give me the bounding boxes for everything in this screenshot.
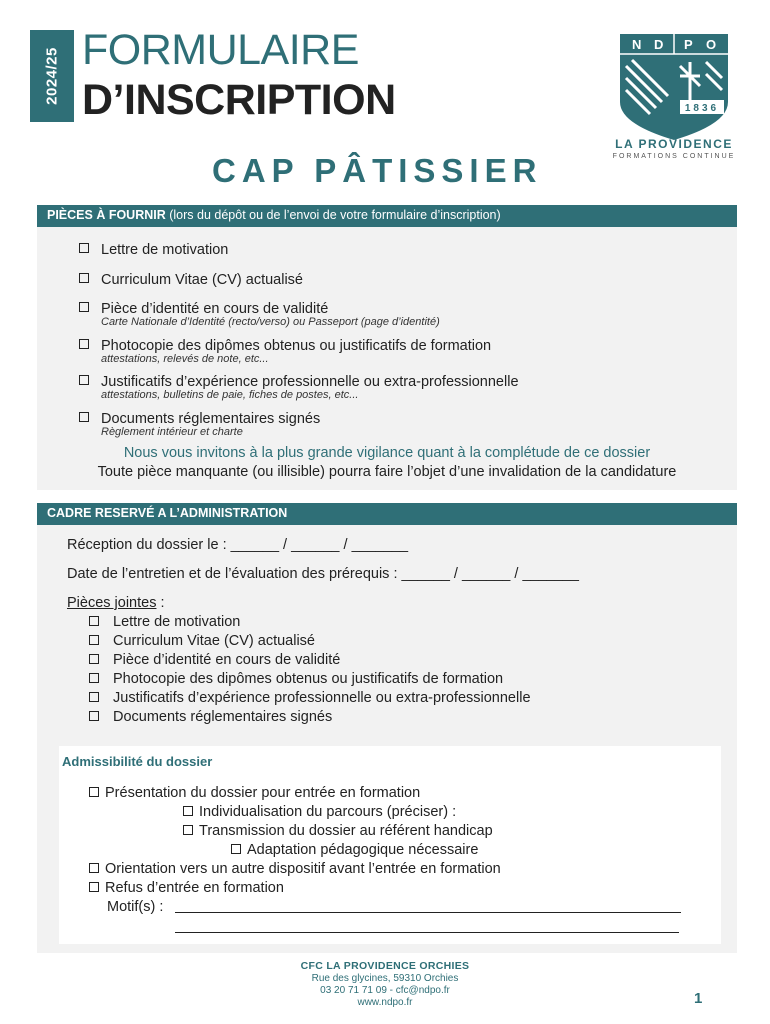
checkbox-icon[interactable] <box>79 273 89 283</box>
adaptation-option[interactable] <box>231 842 478 858</box>
admin-panel <box>37 503 737 953</box>
pieces-heading: PIÈCES À FOURNIR <box>47 208 166 222</box>
pieces-heading-bar <box>37 205 737 227</box>
year-label: 2024/25 <box>43 47 61 105</box>
checkbox-icon[interactable] <box>79 412 89 422</box>
piece-label: Justificatifs d’expérience professionnelle ou extra-professionnelle <box>101 374 519 390</box>
piece-item[interactable] <box>79 374 519 401</box>
piece-jointe-item[interactable] <box>89 690 531 706</box>
refus-label: Refus d’entrée en formation <box>105 880 284 896</box>
piece-item[interactable] <box>79 411 320 438</box>
presentation-label: Présentation du dossier pour entrée en formation <box>105 785 421 801</box>
course-title: CAP PÂTISSIER <box>212 152 543 189</box>
piece-note: attestations, relevés de note, etc... <box>101 353 269 365</box>
pieces-jointes-colon: : <box>156 595 165 611</box>
checkbox-icon[interactable] <box>183 825 193 835</box>
logo-letter-o: O <box>706 37 717 52</box>
piece-label: Curriculum Vitae (CV) actualisé <box>101 272 303 288</box>
piece-item[interactable] <box>79 272 303 288</box>
logo-letter-d: D <box>654 37 664 52</box>
pieces-jointes-title: Pièces jointes <box>67 595 157 611</box>
piece-jointe-label: Lettre de motivation <box>113 614 241 630</box>
checkbox-icon[interactable] <box>183 806 193 816</box>
checkbox-icon[interactable] <box>79 375 89 385</box>
logo-letter-n: N <box>632 37 642 52</box>
piece-item[interactable] <box>79 301 440 328</box>
logo-year: 1836 <box>684 103 720 114</box>
piece-jointe-item[interactable] <box>89 709 332 725</box>
piece-jointe-item[interactable] <box>89 633 315 649</box>
piece-jointe-item[interactable] <box>89 671 503 687</box>
piece-label: Photocopie des dipômes obtenus ou justificatifs de formation <box>101 338 492 354</box>
logo-letter-p: P <box>684 37 693 52</box>
admin-heading: CADRE RESERVÉ A L’ADMINISTRATION <box>47 506 288 520</box>
page-number: 1 <box>694 990 703 1007</box>
piece-label: Lettre de motivation <box>101 242 229 258</box>
checkbox-icon[interactable] <box>89 654 99 664</box>
piece-note: attestations, bulletins de paie, fiches de postes, etc... <box>101 389 359 401</box>
adaptation-label: Adaptation pédagogique nécessaire <box>247 842 479 858</box>
piece-jointe-item[interactable] <box>89 614 240 630</box>
piece-note: Carte Nationale d’Identité (recto/verso) ou Passeport (page d’identité) <box>101 316 440 328</box>
footer-name: CFC LA PROVIDENCE ORCHIES <box>300 960 470 972</box>
piece-item[interactable] <box>79 338 491 365</box>
title-line-1: FORMULAIRE <box>82 26 359 74</box>
checkbox-icon[interactable] <box>79 302 89 312</box>
checkbox-icon[interactable] <box>231 844 241 854</box>
admissibilite-title: Admissibilité du dossier <box>62 754 213 769</box>
checkbox-icon[interactable] <box>89 863 99 873</box>
piece-jointe-item[interactable] <box>89 652 340 668</box>
piece-jointe-label: Photocopie des dipômes obtenus ou justificatifs de formation <box>113 671 504 687</box>
footer-contact[interactable]: 03 20 71 71 09 - cfc@ndpo.fr <box>320 985 450 996</box>
year-tab <box>30 30 74 122</box>
individualisation-option[interactable] <box>183 804 456 820</box>
piece-note: Règlement intérieur et charte <box>101 426 243 438</box>
individualisation-label: Individualisation du parcours (préciser) : <box>199 804 457 820</box>
orientation-option[interactable] <box>89 861 501 877</box>
checkbox-icon[interactable] <box>89 692 99 702</box>
piece-jointe-label: Documents réglementaires signés <box>113 709 333 725</box>
footer-website[interactable]: www.ndpo.fr <box>357 997 413 1008</box>
checkbox-icon[interactable] <box>79 339 89 349</box>
invalidation-warning: Toute pièce manquante (ou illisible) pourra faire l’objet d’une invalidation de la candidature <box>97 464 677 480</box>
piece-item[interactable] <box>79 242 228 258</box>
checkbox-icon[interactable] <box>89 616 99 626</box>
checkbox-icon[interactable] <box>89 635 99 645</box>
checkbox-icon[interactable] <box>89 711 99 721</box>
pieces-jointes-label <box>67 595 165 611</box>
transmission-option[interactable] <box>183 823 493 839</box>
reception-date-field[interactable]: Réception du dossier le : ______ / ______ / _______ <box>67 537 409 553</box>
piece-label: Documents réglementaires signés <box>101 411 321 427</box>
admissibilite-box <box>59 746 721 944</box>
motif-label: Motif(s) : <box>107 899 164 915</box>
checkbox-icon[interactable] <box>89 673 99 683</box>
transmission-label: Transmission du dossier au référent handicap <box>199 823 493 839</box>
piece-jointe-label: Curriculum Vitae (CV) actualisé <box>113 633 315 649</box>
motif-line-1[interactable] <box>175 912 681 913</box>
logo-name: LA PROVIDENCE <box>615 137 733 151</box>
checkbox-icon[interactable] <box>89 787 99 797</box>
logo-tagline: FORMATIONS CONTINUE <box>612 153 736 160</box>
piece-label: Pièce d’identité en cours de validité <box>101 301 329 317</box>
checkbox-icon[interactable] <box>89 882 99 892</box>
admin-heading-bar <box>37 503 737 525</box>
checkbox-icon[interactable] <box>79 243 89 253</box>
pieces-panel <box>37 205 737 490</box>
piece-jointe-label: Justificatifs d’expérience professionnelle ou extra-professionnelle <box>113 690 531 706</box>
presentation-option[interactable] <box>89 785 420 801</box>
refus-option[interactable] <box>89 880 284 896</box>
title-line-2: D’INSCRIPTION <box>82 76 396 124</box>
vigilance-warning: Nous vous invitons à la plus grande vigilance quant à la complétude de ce dossier <box>123 445 651 461</box>
entretien-date-field[interactable]: Date de l’entretien et de l’évaluation des prérequis : ______ / ______ / _______ <box>67 566 579 582</box>
piece-jointe-label: Pièce d’identité en cours de validité <box>113 652 341 668</box>
footer-address: Rue des glycines, 59310 Orchies <box>311 973 459 984</box>
orientation-label: Orientation vers un autre dispositif avant l’entrée en formation <box>105 861 501 877</box>
pieces-heading-note: (lors du dépôt ou de l’envoi de votre formulaire d’inscription) <box>165 208 501 222</box>
motif-line-2[interactable] <box>175 932 679 933</box>
